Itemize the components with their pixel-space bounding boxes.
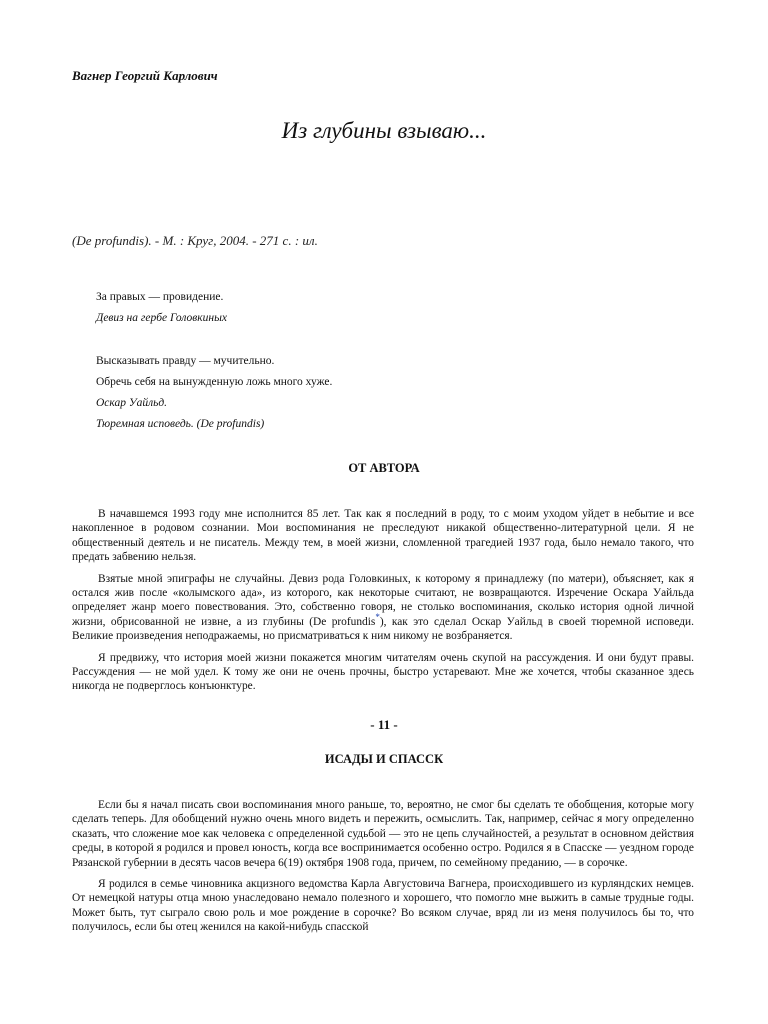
epigraphs [96, 287, 656, 435]
paragraph: Я родился в семье чиновника акцизного ведомства Карла Августовича Вагнера, происходившего из курляндских немцев. От немецкой натуры отца мною унаследовано немало полезного и хорошего, что помогло мне выжить в самые трудные годы. Может быть, тут сыграло свою роль и мое рождение в сорочке? Во всяком случае, вряд ли из меня получилось бы то, что получилось, если бы отец женился на какой-нибудь спасской [72, 878, 694, 934]
section-heading-from-author: ОТ АВТОРА [348, 461, 420, 475]
author-name: Вагнер Георгий Карлович [72, 68, 218, 83]
epigraph-2-author: Оскар Уайльд. [96, 397, 168, 409]
paragraph-text: ), как это сделал Оскар Уайльд в своей тюремной исповеди. Великие произведения неподражаемы, но присматриваться к ним никому не возбраняется. [72, 615, 694, 643]
section-from-author [72, 507, 694, 701]
page-number: - 11 - [370, 717, 398, 732]
paragraph: Если бы я начал писать свои воспоминания много раньше, то, вероятно, не смог бы сделать те обобщения, которые могу сделать теперь. Для обобщений нужно очень много видеть и пережить, осмыслить. Так, например, сейчас я могу определенно сказать, что сложение мое как человека с определенной судьбой — это не цепь случайностей, а результат в основном действия среды, в которой я родился и провел юность, когда все воспринимается особенно остро. Родился я в Спасске — уездном городе Рязанской губернии в десять часов вечера 6(19) октября 1908 года, причем, по семейному преданию, — в сорочке. [72, 799, 694, 869]
section-isady [72, 798, 694, 942]
epigraph-2-line-1: Высказывать правду — мучительно. [96, 355, 275, 367]
epigraph-1-text: За правых — провидение. [96, 291, 224, 303]
footnote-link[interactable]: * [375, 612, 380, 623]
paragraph: В начавшемся 1993 году мне исполнится 85 лет. Так как я последний в роду, то с моим уходом уйдет в небытие и все накопленное в родовом сознании. Мои воспоминания не преследуют никакой общественно-литературной цели. Я не общественный деятель и не писатель. Между тем, в моей жизни, сломленной трагедией 1937 года, было немало такого, что предать забвению нельзя. [72, 508, 694, 564]
section-heading-isady: ИСАДЫ И СПАССК [324, 752, 444, 766]
epigraph-2-line-2: Обречь себя на вынужденную ложь много хуже. [96, 376, 333, 388]
epigraph-2-source: Тюремная исповедь. (De profundis) [96, 418, 265, 430]
paragraph [72, 572, 694, 644]
paragraph-text: Взятые мной эпиграфы не случайны. Девиз рода Головкиных, к которому я принадлежу (по матери), объясняет, как я остался жив после «колымского ада», из которого, как некоторые считают, не возвращаются. Изречение Оскара Уайльда определяет жанр моего повествования. Это, собственно говоря, не столько воспоминания, сколько история одной личной жизни, обрисованной не извне, а из глубины (De profundis [72, 572, 694, 628]
epigraph-1-source: Девиз на гербе Головкиных [96, 312, 227, 324]
book-title: Из глубины взываю... [281, 118, 487, 143]
bibliographic-info: (De profundis). - М. : Круг, 2004. - 271 с. : ил. [72, 233, 318, 248]
paragraph: Я предвижу, что история моей жизни покажется многим читателям очень скупой на рассуждения. И они будут правы. Рассуждения — не мой удел. К тому же они не очень прочны, быстро устаревают. Мне же хочется, чтобы сказанное здесь никогда не подверглось конъюнктуре. [72, 651, 694, 693]
